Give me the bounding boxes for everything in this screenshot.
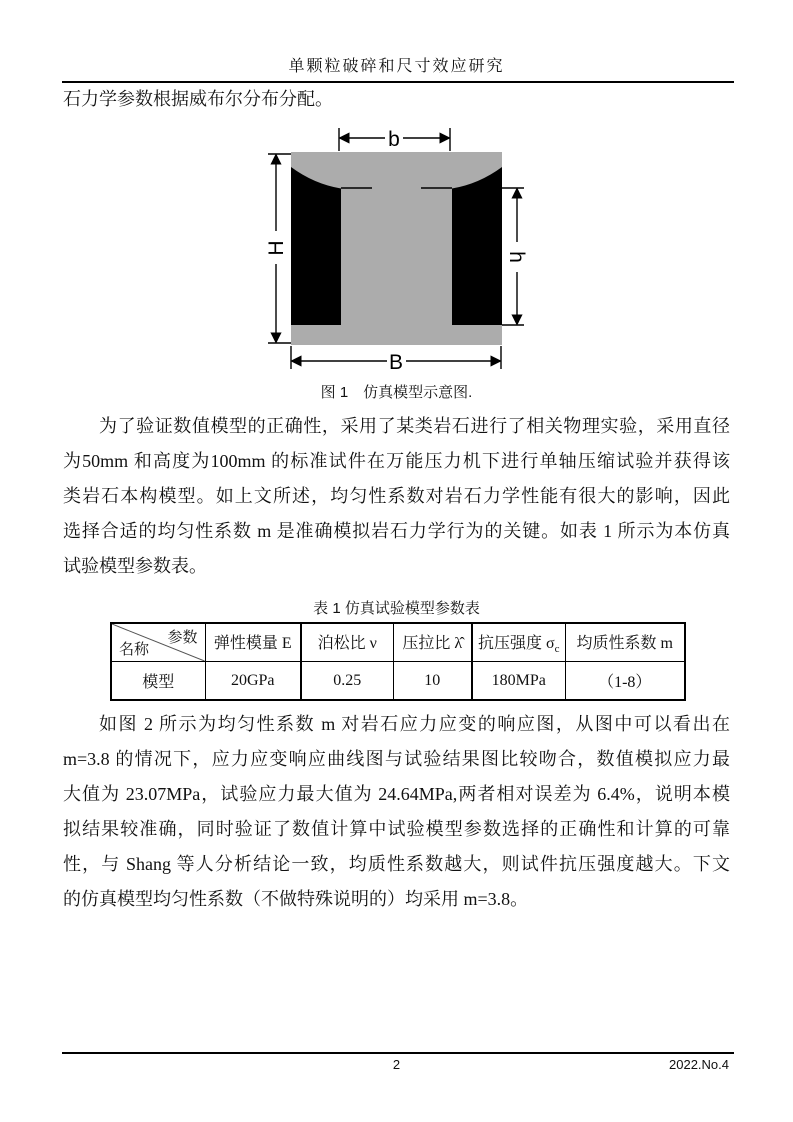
paragraph-1 <box>63 409 730 584</box>
right-pillar-region <box>452 167 502 325</box>
column-header: 泊松比 ν <box>301 623 393 662</box>
text-line: 拟结果较准确，同时验证了数值计算中试验模型参数选择的正确性和计算的可靠 <box>63 819 730 839</box>
dimension-label-b: b <box>388 128 400 151</box>
column-header: 弹性模量 E <box>205 623 301 662</box>
left-pillar-region <box>291 167 341 325</box>
page-number: 2 <box>392 1057 401 1072</box>
parameter-table <box>110 622 686 701</box>
intro-text-line: 石力学参数根据威布尔分布分配。 <box>63 89 333 109</box>
specimen-diagram <box>250 113 550 375</box>
table-cell: 10 <box>393 662 472 701</box>
table-cell: 0.25 <box>301 662 393 701</box>
text-line: 选择合适的均匀性系数 m 是准确模拟岩石力学行为的关键。如表 1 所示为本仿真 <box>63 521 730 541</box>
footer-rule <box>62 1052 734 1054</box>
table-caption: 表 1 仿真试验模型参数表 <box>313 600 480 617</box>
table-cell: 180MPa <box>472 662 565 701</box>
column-header: 压拉比 λ̂ <box>393 623 472 662</box>
text-line: 如图 2 所示为均匀性系数 m 对岩石应力应变的响应图，从图中可以看出在 <box>99 714 730 734</box>
column-header: 均质性系数 m <box>565 623 685 662</box>
header-rule <box>62 81 734 83</box>
text-line: 为50mm 和高度为100mm 的标准试件在万能压力机下进行单轴压缩试验并获得该 <box>63 451 730 471</box>
column-header: 抗压强度 $\sigma_c$ <box>472 623 565 662</box>
text-line: m=3.8 的情况下，应力应变响应曲线图与试验结果图比较吻合，数值模拟应力最 <box>63 749 730 769</box>
figure-caption: 图 1 仿真模型示意图. <box>320 384 473 401</box>
dimension-label-h: h <box>505 251 528 263</box>
row-header-cell: 模型 <box>111 662 205 701</box>
table-cell: 20GPa <box>205 662 301 701</box>
table-corner-cell <box>111 623 205 662</box>
table-cell: （1-8） <box>565 662 685 701</box>
corner-label-name: 名称 <box>119 642 150 658</box>
text-line: 试验模型参数表。 <box>63 556 207 576</box>
text-line: 为了验证数值模型的正确性，采用了某类岩石进行了相关物理实验，采用直径 <box>99 416 730 436</box>
paragraph-2 <box>63 707 730 917</box>
table-header-row <box>111 623 685 662</box>
running-header-title: 单颗粒破碎和尺寸效应研究 <box>288 58 505 75</box>
issue-label: 2022.No.4 <box>669 1057 729 1072</box>
dimension-label-H: H <box>265 240 288 256</box>
corner-label-parameter: 参数 <box>167 630 198 646</box>
text-line: 性，与 Shang 等人分析结论一致，均质性系数越大，则试件抗压强度越大。下文 <box>63 854 730 874</box>
text-line: 的仿真模型均匀性系数（不做特殊说明的）均采用 m=3.8。 <box>63 889 529 909</box>
text-line: 类岩石本构模型。如上文所述，均匀性系数对岩石力学性能有很大的影响，因此 <box>63 486 730 506</box>
table-data-row <box>111 662 685 701</box>
dimension-label-B: B <box>388 351 404 374</box>
text-line: 大值为 23.07MPa，试验应力最大值为 24.64MPa,两者相对误差为 6.4%，说明本模 <box>63 784 730 804</box>
